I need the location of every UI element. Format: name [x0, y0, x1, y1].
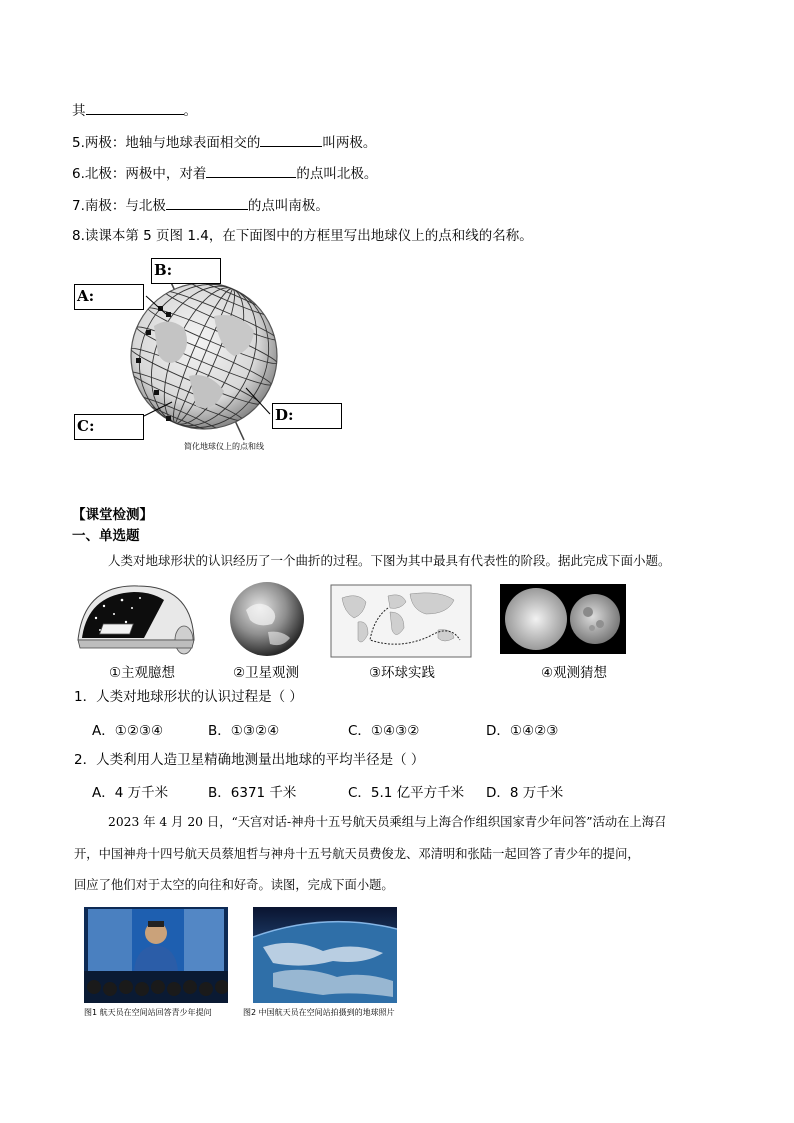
answer-blank[interactable] — [166, 195, 248, 210]
stage-image-2 — [228, 580, 306, 658]
q1-option-c[interactable]: C．①④③② — [348, 723, 420, 739]
line5-prefix: 5.两极：地轴与地球表面相交的 — [72, 135, 261, 151]
line1-prefix: 其 — [72, 103, 86, 119]
box-a-text: A: — [77, 287, 95, 305]
stage-label-3: ③环球实践 — [368, 665, 436, 681]
photo-astronaut — [84, 907, 228, 1003]
question-1-stem: 1．人类对地球形状的认识过程是（ ） — [74, 689, 303, 705]
satellite-earth-illustration — [228, 580, 306, 658]
stage-label-2: ②卫星观测 — [232, 665, 300, 681]
intro-paragraph-2-line-2: 开，中国神舟十四号航天员蔡旭哲与神舟十五号航天员费俊龙、邓清明和张陆一起回答了青少年的提问， — [74, 847, 640, 861]
astronaut-screen-illustration — [84, 907, 228, 1003]
intro-paragraph-1: 人类对地球形状的认识经历了一个曲折的过程。下图为其中最具有代表性的阶段。据此完成下面小题。 — [108, 553, 671, 568]
photo-earth-from-station — [253, 907, 397, 1003]
line7-suffix: 的点叫南极。 — [247, 198, 329, 214]
globe-caption: 简化地球仪上的点和线 — [184, 442, 264, 451]
line6-suffix: 的点叫北极。 — [296, 166, 378, 182]
fill-line-8: 8.读课本第 5 页图 1.4，在下面图中的方框里写出地球仪上的点和线的名称。 — [72, 228, 533, 244]
section-title: 【课堂检测】 — [72, 507, 153, 523]
label-box-a[interactable] — [74, 284, 144, 310]
label-box-b[interactable] — [151, 258, 221, 284]
q1-option-b[interactable]: B．①③②④ — [208, 723, 280, 739]
fill-line-6 — [72, 163, 377, 184]
line7-prefix: 7.南极：与北极 — [72, 198, 166, 214]
answer-blank[interactable] — [86, 100, 184, 115]
box-d-text: D: — [275, 406, 294, 424]
globe-figure — [74, 256, 344, 456]
q2-option-a[interactable]: A．4 万千米 — [92, 785, 169, 801]
stage-label-4: ④观测猜想 — [540, 665, 608, 681]
world-voyage-map — [330, 584, 472, 658]
label-box-c[interactable] — [74, 414, 144, 440]
fill-line-5 — [72, 132, 376, 153]
label-box-d[interactable] — [272, 403, 342, 429]
box-c-text: C: — [77, 417, 95, 435]
answer-blank[interactable] — [260, 132, 322, 147]
earth-photo-illustration — [253, 907, 397, 1003]
stage-image-3 — [330, 584, 472, 658]
stage-image-1 — [74, 578, 198, 658]
line5-suffix: 叫两极。 — [322, 135, 377, 151]
intro-paragraph-2-line-3: 回应了他们对于太空的向往和好奇。读图，完成下面小题。 — [74, 878, 394, 892]
stage-label-1: ①主观臆想 — [108, 665, 176, 681]
question-2-stem: 2．人类利用人造卫星精确地测量出地球的平均半径是（ ） — [74, 752, 425, 768]
line6-prefix: 6.北极：两极中，对着 — [72, 166, 207, 182]
dome-illustration — [74, 578, 198, 658]
photo-caption-2: 图2 中国航天员在空间站拍摄到的地球照片 — [243, 1008, 395, 1017]
section-subtitle: 一、单选题 — [72, 528, 140, 544]
q1-option-a[interactable]: A．①②③④ — [92, 723, 164, 739]
photo-caption-1: 图1 航天员在空间站回答青少年提问 — [84, 1008, 212, 1017]
stage-image-4 — [500, 584, 626, 654]
intro-paragraph-2-line-1: 2023 年 4 月 20 日，“天宫对话-神舟十五号航天员乘组与上海合作组织国家青少年问答”活动在上海召 — [108, 815, 667, 829]
q2-option-d[interactable]: D．8 万千米 — [486, 785, 564, 801]
sun-moon-illustration — [500, 584, 626, 654]
line1-suffix: 。 — [183, 103, 197, 119]
fill-line-1 — [72, 100, 197, 121]
answer-blank[interactable] — [206, 163, 296, 178]
box-b-text: B: — [154, 261, 173, 279]
q2-option-c[interactable]: C．5.1 亿平方千米 — [348, 785, 465, 801]
q2-option-b[interactable]: B．6371 千米 — [208, 785, 297, 801]
q1-option-d[interactable]: D．①④②③ — [486, 723, 559, 739]
fill-line-7 — [72, 195, 329, 216]
